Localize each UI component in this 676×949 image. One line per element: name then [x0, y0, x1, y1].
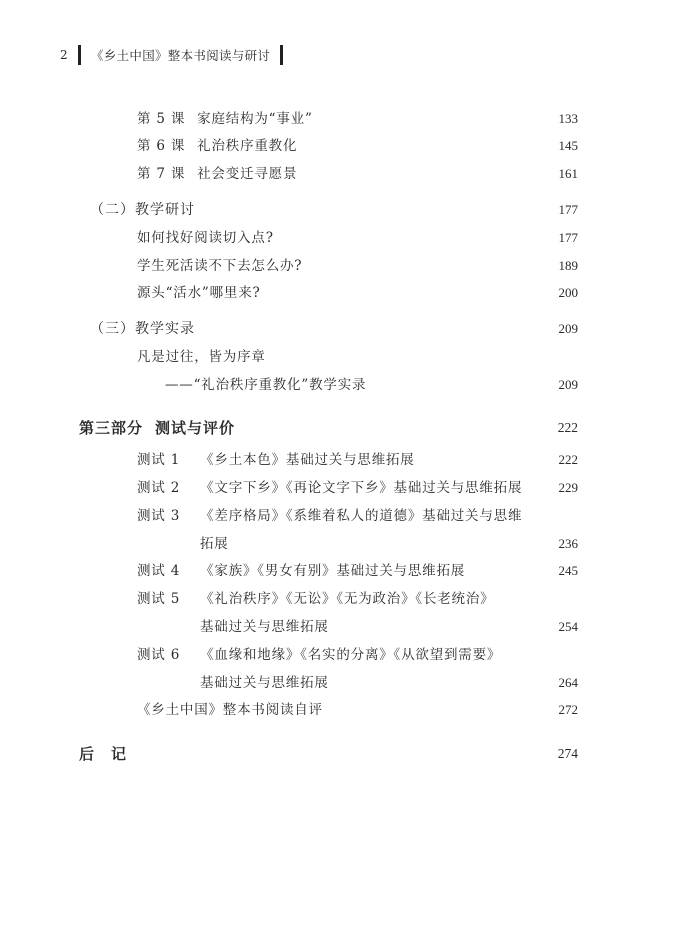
toc-title: 《乡土本色》基础过关与思维拓展 — [200, 452, 415, 468]
test-number: 测试 6 — [137, 647, 181, 663]
toc-entry-test-4[interactable] — [0, 559, 676, 583]
toc-page-number: 133 — [558, 111, 578, 126]
toc-page-number: 177 — [558, 230, 578, 245]
toc-title: 基础过关与思维拓展 — [200, 675, 329, 691]
toc-page-number: 245 — [558, 563, 578, 578]
header-divider — [280, 45, 283, 65]
part-number: 第三部分 — [79, 419, 144, 437]
running-header — [60, 44, 283, 66]
toc-title: 社会变迁寻愿景 — [197, 166, 298, 182]
toc-page-number: 209 — [558, 321, 578, 336]
toc-title: 《礼治秩序》《无讼》《无为政治》《长老统治》 — [200, 591, 495, 607]
toc-page-number: 189 — [558, 258, 578, 273]
toc-entry[interactable] — [0, 345, 676, 369]
toc-section-title: （三）教学实录 — [90, 321, 195, 337]
toc-title: 礼治秩序重教化 — [197, 138, 298, 154]
toc-title: 《差序格局》《系维着私人的道德》基础过关与思维 — [200, 508, 523, 524]
lesson-number: 第 7 课 — [137, 166, 186, 182]
toc-page-number: 161 — [558, 166, 578, 181]
toc-page-number: 274 — [557, 746, 578, 761]
toc-section-teaching-record[interactable] — [0, 317, 676, 341]
test-number: 测试 3 — [137, 508, 181, 524]
toc-page-number: 177 — [558, 202, 578, 217]
toc-entry-test-6[interactable] — [0, 643, 676, 667]
toc-entry-lesson-7[interactable] — [0, 162, 676, 186]
toc-section-title: （二）教学研讨 — [90, 202, 195, 218]
toc-title: 《家族》《男女有别》基础过关与思维拓展 — [200, 563, 466, 579]
toc-title: 如何找好阅读切入点? — [137, 230, 274, 246]
toc-entry-subtitle[interactable] — [0, 373, 676, 397]
toc-entry-test-2[interactable] — [0, 476, 676, 500]
toc-entry-test-5[interactable] — [0, 587, 676, 611]
toc-title: 基础过关与思维拓展 — [200, 619, 329, 635]
page-number: 2 — [60, 48, 68, 62]
header-divider — [78, 45, 81, 65]
toc-page-number: 209 — [558, 377, 578, 392]
toc-page-number: 222 — [557, 420, 578, 435]
toc-title: 学生死活读不下去怎么办? — [137, 258, 303, 274]
toc-entry-test-6-continued[interactable] — [0, 671, 676, 695]
toc-page-number: 236 — [558, 536, 578, 551]
lesson-number: 第 5 课 — [137, 111, 186, 127]
toc-page-number: 145 — [558, 138, 578, 153]
toc-part-title: 测试与评价 — [155, 419, 236, 437]
toc-title: 凡是过往，皆为序章 — [137, 349, 266, 365]
test-number: 测试 2 — [137, 480, 181, 496]
toc-entry-self-assessment[interactable] — [0, 698, 676, 722]
toc-entry[interactable] — [0, 281, 676, 305]
lesson-number: 第 6 课 — [137, 138, 186, 154]
toc-page-number: 264 — [558, 675, 578, 690]
toc-title: 家庭结构为“事业” — [197, 111, 313, 127]
toc-title: 《血缘和地缘》《名实的分离》《从欲望到需要》 — [200, 647, 502, 663]
toc-title: ——“礼治秩序重教化”教学实录 — [165, 377, 367, 393]
book-title: 《乡土中国》整本书阅读与研讨 — [91, 48, 271, 63]
toc-part-title: 后 记 — [79, 745, 128, 763]
toc-title: 《乡土中国》整本书阅读自评 — [137, 702, 323, 718]
toc-entry-lesson-6[interactable] — [0, 134, 676, 158]
toc-entry-test-1[interactable] — [0, 448, 676, 472]
toc-page-number: 222 — [558, 452, 578, 467]
toc-title: 拓展 — [200, 536, 229, 552]
toc-entry-test-3-continued[interactable] — [0, 532, 676, 556]
toc-entry-lesson-5[interactable] — [0, 107, 676, 131]
toc-page-number: 229 — [558, 480, 578, 495]
toc-section-teaching-research[interactable] — [0, 198, 676, 222]
toc-entry-test-5-continued[interactable] — [0, 615, 676, 639]
test-number: 测试 5 — [137, 591, 181, 607]
toc-title: 《文字下乡》《再论文字下乡》基础过关与思维拓展 — [200, 480, 523, 496]
toc-page-number: 272 — [558, 702, 578, 717]
toc-entry-test-3[interactable] — [0, 504, 676, 528]
toc-entry[interactable] — [0, 254, 676, 278]
toc-page-number: 254 — [558, 619, 578, 634]
test-number: 测试 4 — [137, 563, 181, 579]
toc-entry[interactable] — [0, 226, 676, 250]
test-number: 测试 1 — [137, 452, 181, 468]
toc-page-number: 200 — [558, 285, 578, 300]
toc-title: 源头“活水”哪里来? — [137, 285, 261, 301]
toc-afterword[interactable] — [0, 742, 676, 766]
toc-part-3[interactable] — [0, 416, 676, 440]
